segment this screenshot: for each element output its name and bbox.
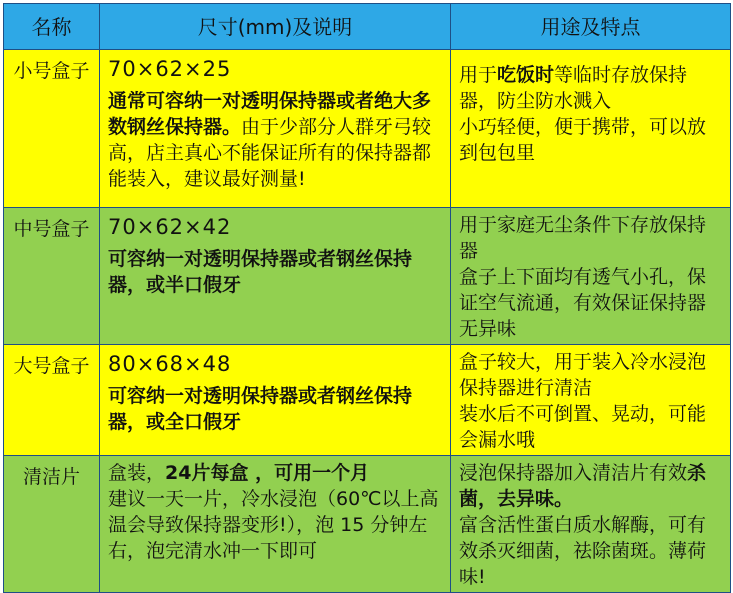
header-size: 尺寸(mm)及说明 xyxy=(100,4,451,50)
use-line xyxy=(459,460,722,512)
use-bold: 杀菌，去异味。 xyxy=(459,462,707,510)
header-name: 名称 xyxy=(4,4,100,50)
use-line-2: 富含活性蛋白质水解酶，可有效杀灭细菌，祛除菌斑。薄荷味! xyxy=(459,514,707,588)
use-line-2: 小巧轻便，便于携带，可以放到包包里 xyxy=(459,116,707,164)
header-use: 用途及特点 xyxy=(451,4,731,50)
row-use xyxy=(451,456,731,593)
use-line: 盒子较大，用于装入冷水浸泡保持器进行清洁 xyxy=(459,351,707,399)
use-line: 用于家庭无尘条件下存放保持器 xyxy=(459,214,707,262)
description-rest: 由于少部分人群牙弓较高，店主真心不能保证所有的保持器都能装入，建议最好测量! xyxy=(108,116,432,190)
description-rest: 建议一天一片，冷水浸泡（60℃以上高温会导致保持器变形!），泡 15 分钟左右，泡完清水冲一下即可 xyxy=(108,488,439,562)
package-text: 盒装， xyxy=(108,462,166,484)
use-bold: 吃饭时 xyxy=(497,64,555,86)
description-bold: 可容纳一对透明保持器或者钢丝保持器，或半口假牙 xyxy=(108,248,413,296)
dimensions: 70×62×42 xyxy=(108,215,232,239)
description-bold: 可容纳一对透明保持器或者钢丝保持器，或全口假牙 xyxy=(108,385,413,433)
row-name: 大号盒子 xyxy=(4,345,100,456)
use-line-2: 装水后不可倒置、晃动，可能会漏水哦 xyxy=(459,403,707,451)
row-name: 中号盒子 xyxy=(4,208,100,345)
use-line xyxy=(459,62,722,114)
package-bold: 24片每盒 ，可用一个月 xyxy=(165,462,370,484)
table-row xyxy=(4,345,731,456)
use-text: 浸泡保持器加入清洁片有效 xyxy=(459,462,688,484)
header-row xyxy=(4,4,731,50)
package-line xyxy=(108,460,442,486)
use-text: 用于 xyxy=(459,64,498,86)
table-row xyxy=(4,50,731,208)
dimensions: 70×62×25 xyxy=(108,57,232,81)
row-size-desc xyxy=(100,345,451,456)
row-use xyxy=(451,208,731,345)
product-spec-table xyxy=(3,3,731,593)
use-text: 等临时存放保持器，防尘防水溅入 xyxy=(459,64,688,112)
table-row xyxy=(4,208,731,345)
row-size-desc xyxy=(100,208,451,345)
row-size-desc xyxy=(100,50,451,208)
description xyxy=(108,88,442,192)
table-row xyxy=(4,456,731,593)
row-name: 清洁片 xyxy=(4,456,100,593)
row-use xyxy=(451,345,731,456)
use-line-2: 盒子上下面均有透气小孔，保证空气流通，有效保证保持器无异味 xyxy=(459,266,707,340)
description-bold: 通常可容纳一对透明保持器或者绝大多数钢丝保持器。 xyxy=(108,90,432,138)
row-size-desc xyxy=(100,456,451,593)
row-use xyxy=(451,50,731,208)
dimensions: 80×68×48 xyxy=(108,352,232,376)
row-name: 小号盒子 xyxy=(4,50,100,208)
